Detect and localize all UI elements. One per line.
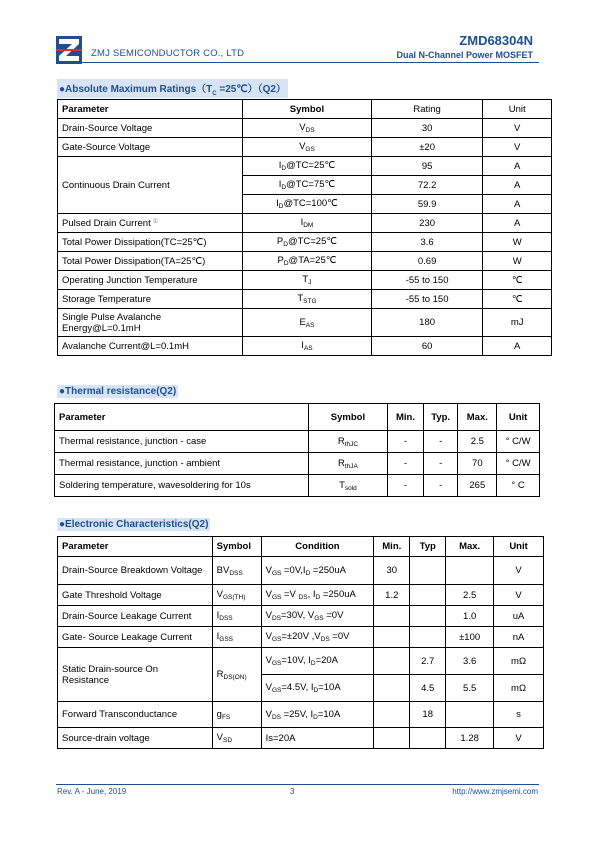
rating-cell: 30 xyxy=(371,119,483,138)
parameter-cell: Drain-Source Breakdown Voltage xyxy=(58,557,213,585)
rating-cell: 180 xyxy=(371,309,483,337)
parameter-cell: Operating Junction Temperature xyxy=(58,271,243,290)
condition-cell: Is=20A xyxy=(261,728,374,749)
section-title-absolute-max: ●Absolute Maximum $Ratings(T_C$ =25℃）（Q2） xyxy=(57,79,288,98)
column-header: Parameter xyxy=(55,404,309,431)
max-cell xyxy=(446,702,494,728)
table-row xyxy=(58,585,544,606)
parameter-cell: Total Power Dissipation(TA=25℃) xyxy=(58,252,243,271)
max-cell: 1.0 xyxy=(446,606,494,627)
table-row xyxy=(55,431,540,453)
max-cell: 1.28 xyxy=(446,728,494,749)
company-name: ZMJ SEMICONDUCTOR CO., LTD xyxy=(91,48,245,59)
table-row xyxy=(58,157,552,176)
parameter-cell: Single Pulse Avalanche Energy@L=0.1mH xyxy=(58,309,243,337)
thermal-table xyxy=(54,403,540,497)
column-header: Min. xyxy=(388,404,424,431)
symbol-cell: $E_{AS}$ xyxy=(243,309,372,337)
typ-cell: - xyxy=(423,431,458,453)
min-cell: 30 xyxy=(374,557,410,585)
column-header: Typ. xyxy=(423,404,458,431)
unit-cell: V xyxy=(494,557,544,585)
parameter-cell: Avalanche Current@L=0.1mH xyxy=(58,337,243,356)
table-row xyxy=(58,233,552,252)
symbol-cell: $V_{DS}$ xyxy=(243,119,372,138)
rating-cell: 0.69 xyxy=(371,252,483,271)
unit-cell: ℃ xyxy=(483,290,552,309)
column-header: Rating xyxy=(371,100,483,119)
unit-cell: A xyxy=(483,176,552,195)
min-cell xyxy=(374,675,410,702)
max-cell: 2.5 xyxy=(446,585,494,606)
parameter-cell: Continuous Drain Current xyxy=(58,157,243,214)
parameter-cell: Source-drain voltage xyxy=(58,728,213,749)
electronic-table xyxy=(57,536,544,749)
max-cell xyxy=(446,557,494,585)
parameter-cell: Soldering temperature, wavesoldering for 10s xyxy=(55,475,309,497)
symbol-cell: $g_{FS}$ xyxy=(212,702,261,728)
parameter-cell: Static Drain-source On Resistance xyxy=(58,648,213,702)
table-header-row xyxy=(58,537,544,557)
min-cell xyxy=(374,606,410,627)
min-cell xyxy=(374,627,410,648)
rating-cell: -55 to 150 xyxy=(371,290,483,309)
rating-cell: 60 xyxy=(371,337,483,356)
table-row xyxy=(58,648,544,675)
typ-cell: 18 xyxy=(410,702,446,728)
part-description: Dual N-Channel Power MOSFET xyxy=(396,50,533,60)
unit-cell: V xyxy=(483,138,552,157)
symbol-cell: $T_{STG}$ xyxy=(243,290,372,309)
unit-cell: s xyxy=(494,702,544,728)
symbol-cell: $I_D@TC=25℃$ xyxy=(243,157,372,176)
parameter-cell: Storage Temperature xyxy=(58,290,243,309)
unit-cell: W xyxy=(483,233,552,252)
symbol-cell: $R_{thJA}$ xyxy=(308,453,387,475)
unit-cell: ℃ xyxy=(483,271,552,290)
typ-cell: - xyxy=(423,453,458,475)
table-row xyxy=(55,453,540,475)
table-row xyxy=(58,606,544,627)
parameter-cell: Gate-Source Voltage xyxy=(58,138,243,157)
typ-cell xyxy=(410,606,446,627)
column-header: Typ xyxy=(410,537,446,557)
unit-cell: V xyxy=(494,728,544,749)
unit-cell: A xyxy=(483,157,552,176)
column-header: Condition xyxy=(261,537,374,557)
symbol-cell: $I_D@TC=100℃$ xyxy=(243,195,372,214)
unit-cell: ° C xyxy=(497,475,540,497)
footer-page-number: 3 xyxy=(290,787,295,796)
table-row xyxy=(58,271,552,290)
typ-cell: 2.7 xyxy=(410,648,446,675)
max-cell: 3.6 xyxy=(446,648,494,675)
footer-divider xyxy=(56,784,539,785)
condition-cell: $V_{GS}=4.5V$, $I_D=10A$ xyxy=(261,675,374,702)
section-title-thermal: ●Thermal resistance(Q2) xyxy=(59,386,177,397)
unit-cell: ° C/W xyxy=(497,453,540,475)
max-cell: 265 xyxy=(458,475,497,497)
min-cell: - xyxy=(388,453,424,475)
table-row xyxy=(55,475,540,497)
symbol-cell: $P_D@TC=25℃$ xyxy=(243,233,372,252)
parameter-cell: Forward Transconductance xyxy=(58,702,213,728)
rating-cell: 230 xyxy=(371,214,483,233)
parameter-cell: Pulsed Drain Current ① xyxy=(58,214,243,233)
column-header: Max. xyxy=(458,404,497,431)
symbol-cell: $BV_{DSS}$ xyxy=(212,557,261,585)
condition-cell: $V_{GS}=\pm 20V$ $,V_{DS} =0V$ xyxy=(261,627,374,648)
unit-cell: W xyxy=(483,252,552,271)
unit-cell: A xyxy=(483,337,552,356)
unit-cell: mJ xyxy=(483,309,552,337)
rating-cell: 72.2 xyxy=(371,176,483,195)
unit-cell: nA xyxy=(494,627,544,648)
column-header: Unit xyxy=(497,404,540,431)
symbol-cell: $V_{GS(TH)}$ xyxy=(212,585,261,606)
table-row xyxy=(58,252,552,271)
typ-cell xyxy=(410,728,446,749)
table-row xyxy=(58,627,544,648)
max-cell: 5.5 xyxy=(446,675,494,702)
symbol-cell: $V_{GS}$ xyxy=(243,138,372,157)
condition-cell: $V_{DS}=30V$, $V_{GS} =0V$ xyxy=(261,606,374,627)
column-header: Min. xyxy=(374,537,410,557)
footer-revision: Rev. A - June, 2019 xyxy=(57,787,127,796)
section-title-electronic: ●Electronic Characteristics(Q2) xyxy=(59,519,209,530)
symbol-cell: $I_D@TC=75℃$ xyxy=(243,176,372,195)
column-header: Max. xyxy=(446,537,494,557)
table-row xyxy=(58,214,552,233)
parameter-cell: Gate Threshold Voltage xyxy=(58,585,213,606)
unit-cell: mΩ xyxy=(494,675,544,702)
rating-cell: 3.6 xyxy=(371,233,483,252)
typ-cell xyxy=(410,585,446,606)
table-header-row xyxy=(58,100,552,119)
table-header-row xyxy=(55,404,540,431)
max-cell: ±100 xyxy=(446,627,494,648)
column-header: Parameter xyxy=(58,537,213,557)
table-row xyxy=(58,702,544,728)
symbol-cell: $R_{thJC}$ xyxy=(308,431,387,453)
table-row xyxy=(58,309,552,337)
min-cell: - xyxy=(388,475,424,497)
symbol-cell: $I_{DM}$ xyxy=(243,214,372,233)
parameter-cell: Drain-Source Voltage xyxy=(58,119,243,138)
parameter-cell: Gate- Source Leakage Current xyxy=(58,627,213,648)
column-header: Symbol xyxy=(243,100,372,119)
typ-cell xyxy=(410,627,446,648)
rating-cell: ±20 xyxy=(371,138,483,157)
symbol-cell: $R_{DS(ON)}$ xyxy=(212,648,261,702)
rating-cell: 59.9 xyxy=(371,195,483,214)
condition-cell: $V_{GS} =V$ $_{DS}$, $I_D =250uA$ xyxy=(261,585,374,606)
company-logo xyxy=(56,36,82,64)
symbol-cell: $I_{GSS}$ xyxy=(212,627,261,648)
unit-cell: A xyxy=(483,214,552,233)
rating-cell: 95 xyxy=(371,157,483,176)
parameter-cell: Drain-Source Leakage Current xyxy=(58,606,213,627)
column-header: Parameter xyxy=(58,100,243,119)
rating-cell: -55 to 150 xyxy=(371,271,483,290)
column-header: Unit xyxy=(494,537,544,557)
column-header: Unit xyxy=(483,100,552,119)
unit-cell: A xyxy=(483,195,552,214)
header-divider xyxy=(56,62,539,63)
symbol-cell: $I_{AS}$ xyxy=(243,337,372,356)
symbol-cell: $T_{sold}$ xyxy=(308,475,387,497)
table-row xyxy=(58,728,544,749)
symbol-cell: $I_{DSS}$ xyxy=(212,606,261,627)
min-cell xyxy=(374,648,410,675)
column-header: Symbol xyxy=(308,404,387,431)
symbol-cell: $V_{SD}$ xyxy=(212,728,261,749)
condition-cell: $V_{GS} =0V,I_D =250uA$ xyxy=(261,557,374,585)
max-cell: 2.5 xyxy=(458,431,497,453)
parameter-cell: Thermal resistance, junction - case xyxy=(55,431,309,453)
unit-cell: V xyxy=(483,119,552,138)
symbol-cell: $T_J$ xyxy=(243,271,372,290)
abs-max-table xyxy=(57,99,552,356)
footer-url-link[interactable]: http://www.zmjsemi.com xyxy=(452,787,538,796)
unit-cell: uA xyxy=(494,606,544,627)
symbol-cell: $P_D@TA=25℃$ xyxy=(243,252,372,271)
table-row xyxy=(58,337,552,356)
parameter-cell: Thermal resistance, junction - ambient xyxy=(55,453,309,475)
min-cell xyxy=(374,728,410,749)
table-row xyxy=(58,138,552,157)
min-cell: 1.2 xyxy=(374,585,410,606)
table-row xyxy=(58,557,544,585)
typ-cell xyxy=(410,557,446,585)
typ-cell: 4.5 xyxy=(410,675,446,702)
table-row xyxy=(58,119,552,138)
min-cell xyxy=(374,702,410,728)
condition-cell: $V_{DS} =25V$, $I_D=10A$ xyxy=(261,702,374,728)
parameter-cell: Total Power Dissipation(TC=25℃) xyxy=(58,233,243,252)
min-cell: - xyxy=(388,431,424,453)
column-header: Symbol xyxy=(212,537,261,557)
typ-cell: - xyxy=(423,475,458,497)
table-row xyxy=(58,290,552,309)
unit-cell: mΩ xyxy=(494,648,544,675)
part-number: ZMD68304N xyxy=(459,33,533,48)
condition-cell: $V_{GS}=10V$, $I_D=20A$ xyxy=(261,648,374,675)
max-cell: 70 xyxy=(458,453,497,475)
unit-cell: ° C/W xyxy=(497,431,540,453)
unit-cell: V xyxy=(494,585,544,606)
